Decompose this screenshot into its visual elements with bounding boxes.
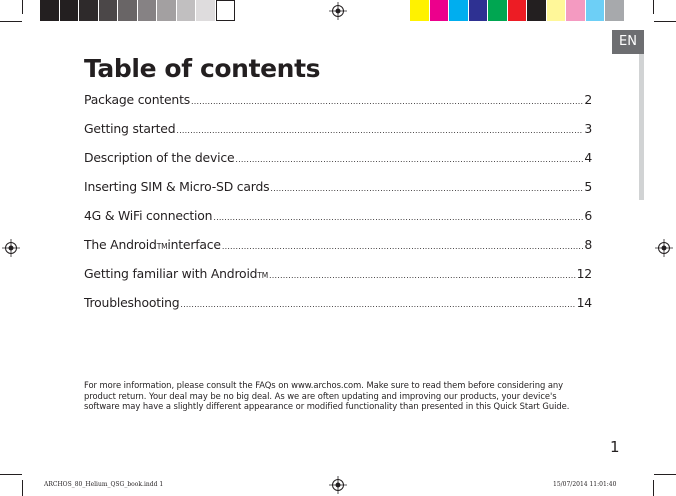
toc-entry-label: Getting familiar with Android bbox=[84, 266, 258, 281]
toc-entry-page: 14 bbox=[576, 295, 592, 310]
footnote-text: For more information, please consult the FAQs on www.archos.com. Make sure to read them before considering any product return. Your deal may be no big deal. As we are often updating and improving our products, your device's software may have a slightly different appearance or modified functionality than presented in this Quick Start Guide. bbox=[84, 380, 570, 411]
color-swatch bbox=[566, 0, 586, 21]
trademark-symbol: TM bbox=[156, 242, 168, 251]
crop-mark bbox=[22, 480, 23, 496]
color-swatch bbox=[60, 0, 80, 21]
toc-entry-label-suffix: interface bbox=[167, 237, 221, 252]
table-of-contents bbox=[84, 92, 592, 324]
color-swatch bbox=[430, 0, 450, 21]
color-swatch bbox=[469, 0, 489, 21]
dot-leader bbox=[222, 242, 583, 251]
page-title: Table of contents bbox=[84, 54, 321, 83]
registration-mark-icon bbox=[2, 239, 20, 257]
toc-entry-page: 2 bbox=[584, 92, 592, 107]
toc-entry-description-of-device[interactable] bbox=[84, 150, 592, 179]
toc-entry-label: Package contents bbox=[84, 92, 190, 107]
toc-entry-package-contents[interactable] bbox=[84, 92, 592, 121]
registration-mark-icon bbox=[329, 2, 347, 20]
registration-mark-icon bbox=[329, 476, 347, 494]
toc-entry-troubleshooting[interactable] bbox=[84, 295, 592, 324]
color-swatch bbox=[410, 0, 430, 21]
dot-leader bbox=[235, 155, 583, 164]
color-swatch bbox=[547, 0, 567, 21]
toc-entry-label: Getting started bbox=[84, 121, 176, 136]
color-swatch bbox=[177, 0, 197, 21]
color-swatch bbox=[586, 0, 606, 21]
toc-entry-page: 6 bbox=[584, 208, 592, 223]
toc-entry-getting-familiar[interactable] bbox=[84, 266, 592, 295]
toc-entry-label: Troubleshooting bbox=[84, 295, 180, 310]
toc-entry-inserting-sim[interactable] bbox=[84, 179, 592, 208]
toc-entry-getting-started[interactable] bbox=[84, 121, 592, 150]
toc-entry-label: Inserting SIM & Micro-SD cards bbox=[84, 179, 270, 194]
crop-mark bbox=[653, 480, 654, 496]
dot-leader bbox=[213, 213, 583, 222]
crop-mark bbox=[0, 474, 22, 475]
grayscale-color-bar bbox=[40, 0, 235, 21]
process-color-bar bbox=[410, 0, 625, 21]
toc-entry-label: 4G & WiFi connection bbox=[84, 208, 213, 223]
toc-entry-label: Description of the device bbox=[84, 150, 235, 165]
dot-leader bbox=[180, 300, 575, 309]
toc-entry-page: 5 bbox=[584, 179, 592, 194]
registration-mark-icon bbox=[655, 239, 673, 257]
slug-timestamp: 15/07/2014 11:01:40 bbox=[553, 481, 617, 488]
toc-entry-connection[interactable] bbox=[84, 208, 592, 237]
color-swatch bbox=[216, 0, 236, 21]
crop-mark bbox=[653, 0, 654, 14]
color-swatch bbox=[527, 0, 547, 21]
toc-entry-page: 12 bbox=[576, 266, 592, 281]
color-swatch bbox=[40, 0, 60, 21]
dot-leader bbox=[176, 126, 583, 135]
toc-entry-page: 8 bbox=[584, 237, 592, 252]
dot-leader bbox=[270, 184, 583, 193]
color-swatch bbox=[488, 0, 508, 21]
page-number: 1 bbox=[610, 438, 620, 456]
color-swatch bbox=[138, 0, 158, 21]
color-swatch bbox=[449, 0, 469, 21]
dot-leader bbox=[191, 97, 583, 106]
color-swatch bbox=[118, 0, 138, 21]
toc-entry-page: 3 bbox=[584, 121, 592, 136]
dot-leader bbox=[269, 271, 576, 280]
color-swatch bbox=[508, 0, 528, 21]
side-thumb-bar bbox=[639, 54, 644, 200]
color-swatch bbox=[157, 0, 177, 21]
slug-file-name: ARCHOS_80_Helium_QSG_book.indd 1 bbox=[44, 481, 164, 488]
color-swatch bbox=[99, 0, 119, 21]
language-tab: EN bbox=[612, 30, 644, 54]
color-swatch bbox=[79, 0, 99, 21]
crop-mark bbox=[0, 21, 22, 22]
color-swatch bbox=[196, 0, 216, 21]
crop-mark bbox=[654, 474, 676, 475]
toc-entry-android-interface[interactable] bbox=[84, 237, 592, 266]
color-swatch bbox=[605, 0, 625, 21]
crop-mark bbox=[654, 21, 676, 22]
trademark-symbol: TM bbox=[257, 271, 269, 280]
crop-mark bbox=[22, 0, 23, 14]
toc-entry-label: The Android bbox=[84, 237, 157, 252]
toc-entry-page: 4 bbox=[584, 150, 592, 165]
